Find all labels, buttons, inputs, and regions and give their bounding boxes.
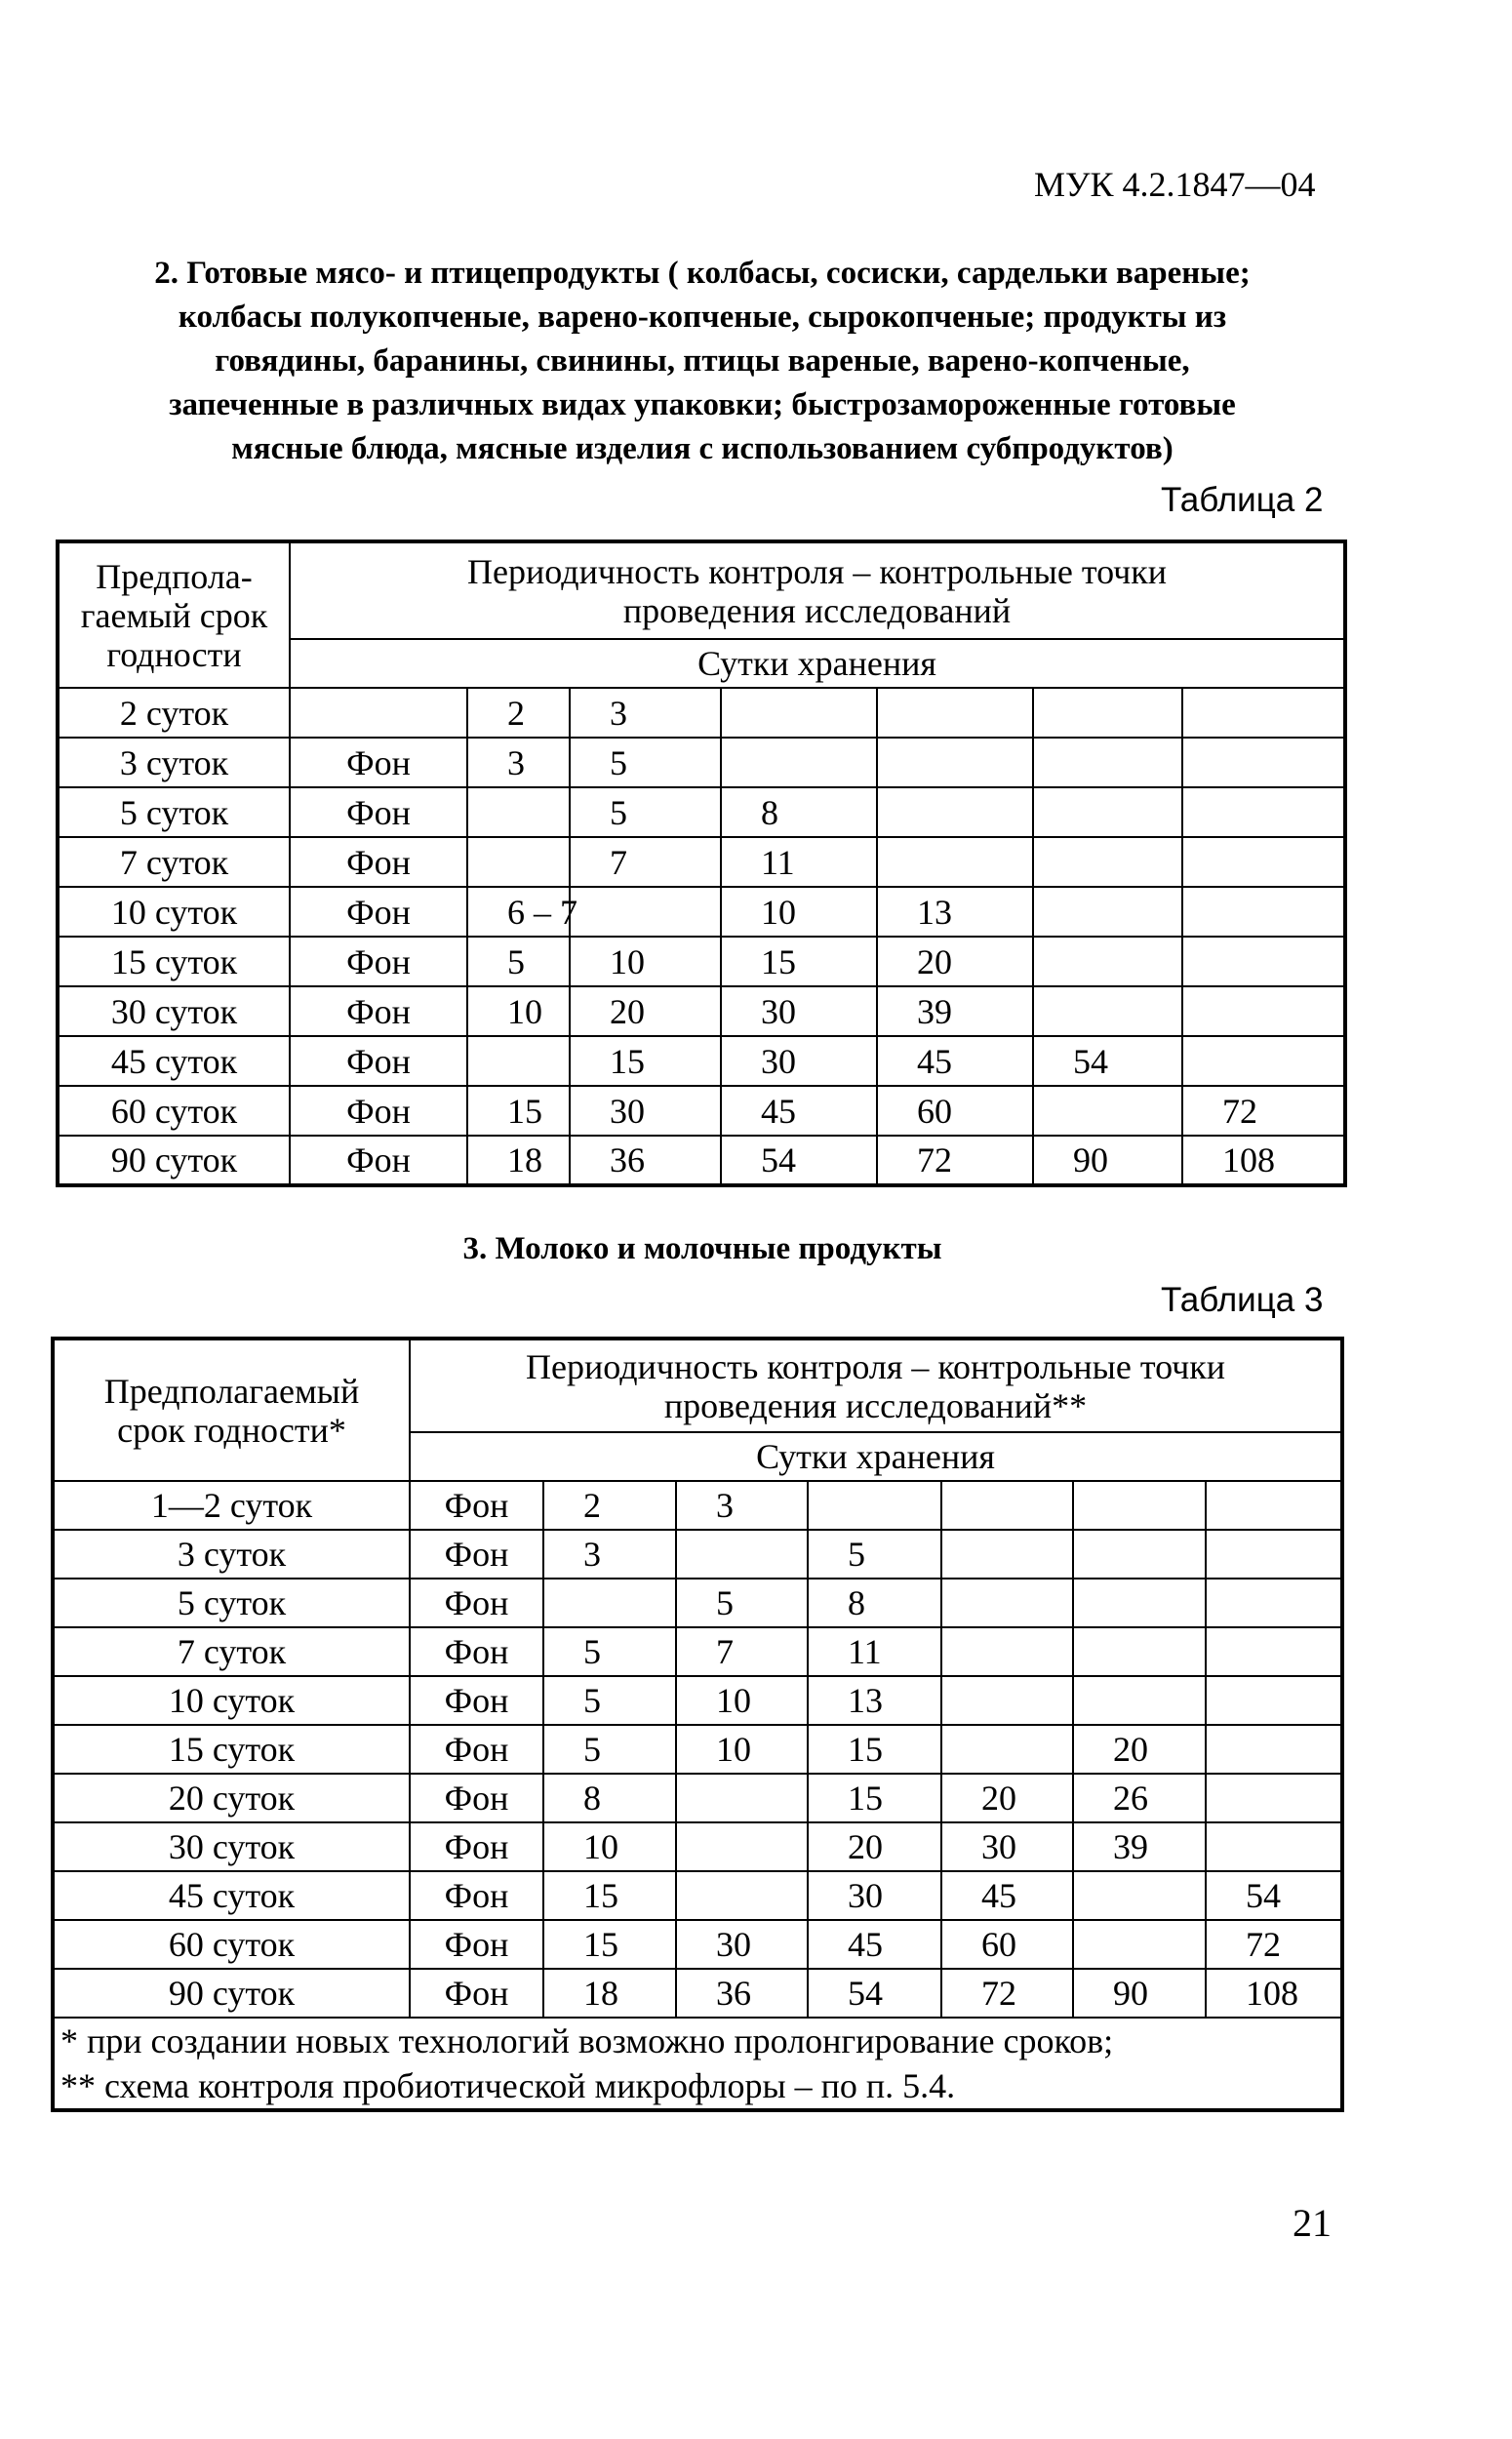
- table-3-row: [53, 1676, 1342, 1725]
- table-3-checkpoint-cell: [1073, 1871, 1206, 1920]
- table-3-checkpoint-cell: 20: [808, 1822, 941, 1871]
- table-2-checkpoint-cell: 90: [1033, 1136, 1182, 1185]
- table-2-checkpoint-cell: 5: [570, 787, 721, 837]
- table-2-checkpoint-cell: 6 – 7: [467, 887, 570, 937]
- footnote: ** схема контроля пробиотической микрофлоры – по п. 5.4.: [60, 2066, 956, 2105]
- table-3-checkpoint-cell: [941, 1481, 1073, 1530]
- table-3-checkpoint-cell: 26: [1073, 1774, 1206, 1822]
- table-3-row: [53, 1920, 1342, 1969]
- section-2-title-line: колбасы полукопченые, варено-копченые, сырокопченые; продукты из: [178, 300, 1227, 335]
- table-3-checkpoint-cell: 5: [543, 1725, 676, 1774]
- table-3-label: Таблица 3: [1161, 1281, 1324, 1319]
- document-code: МУК 4.2.1847—04: [1034, 165, 1316, 204]
- table-3-checkpoint-cell: 3: [676, 1481, 808, 1530]
- table-2-row: [58, 1086, 1345, 1136]
- table-3-checkpoint-cell: [676, 1822, 808, 1871]
- table-2-row: [58, 787, 1345, 837]
- table-3-checkpoint-cell: 13: [808, 1676, 941, 1725]
- table-3-col-header-shelf-life: Предполагаемый срок годности*: [53, 1339, 410, 1481]
- table-3-footnotes: [53, 2018, 1342, 2110]
- table-3: [51, 1337, 1344, 2112]
- table-2-background-cell: Фон: [290, 738, 467, 787]
- table-3-checkpoint-cell: [1206, 1774, 1342, 1822]
- table-3-checkpoint-cell: [1073, 1920, 1206, 1969]
- table-2-checkpoint-cell: [1182, 887, 1345, 937]
- table-2-checkpoint-cell: 72: [877, 1136, 1033, 1185]
- table-2-checkpoint-cell: [1033, 688, 1182, 738]
- table-3-checkpoint-cell: 108: [1206, 1969, 1342, 2018]
- table-2-background-cell: Фон: [290, 1086, 467, 1136]
- table-3-background-cell: Фон: [410, 1627, 543, 1676]
- table-3-checkpoint-cell: 18: [543, 1969, 676, 2018]
- table-3-checkpoint-cell: [1206, 1579, 1342, 1627]
- table-3-checkpoint-cell: 8: [808, 1579, 941, 1627]
- table-3-shelf-life-cell: 90 суток: [53, 1969, 410, 2018]
- table-2-row: [58, 688, 1345, 738]
- table-2-checkpoint-cell: 30: [570, 1086, 721, 1136]
- table-3-checkpoint-cell: 15: [543, 1920, 676, 1969]
- table-3-checkpoint-cell: [1073, 1676, 1206, 1725]
- table-2-checkpoint-cell: [1182, 937, 1345, 986]
- table-2-background-cell: Фон: [290, 837, 467, 887]
- table-2-col-header-shelf-life: Предпола- гаемый срок годности: [58, 541, 290, 688]
- table-3-group-header: Периодичность контроля – контрольные точки проведения исследований**: [410, 1339, 1342, 1432]
- table-2-shelf-life-cell: 30 суток: [58, 986, 290, 1036]
- table-3-shelf-life-cell: 5 суток: [53, 1579, 410, 1627]
- section-3-title: 3. Молоко и молочные продукты: [462, 1231, 942, 1266]
- table-2-row: [58, 738, 1345, 787]
- table-3-background-cell: Фон: [410, 1481, 543, 1530]
- table-2-checkpoint-cell: 3: [467, 738, 570, 787]
- table-2-checkpoint-cell: 5: [467, 937, 570, 986]
- table-3-row: [53, 1774, 1342, 1822]
- table-2-checkpoint-cell: 39: [877, 986, 1033, 1036]
- table-3-shelf-life-cell: 15 суток: [53, 1725, 410, 1774]
- table-3-background-cell: Фон: [410, 1774, 543, 1822]
- table-3-checkpoint-cell: 5: [543, 1627, 676, 1676]
- table-2-label: Таблица 2: [1161, 481, 1324, 519]
- table-3-row: [53, 1627, 1342, 1676]
- table-2-background-cell: Фон: [290, 787, 467, 837]
- table-2-background-cell: Фон: [290, 887, 467, 937]
- table-3-checkpoint-cell: [543, 1579, 676, 1627]
- table-3-row: [53, 1969, 1342, 2018]
- table-3-shelf-life-cell: 1—2 суток: [53, 1481, 410, 1530]
- table-2-shelf-life-cell: 60 суток: [58, 1086, 290, 1136]
- table-2-background-cell: Фон: [290, 986, 467, 1036]
- table-3-background-cell: Фон: [410, 1822, 543, 1871]
- table-3-subheader: Сутки хранения: [410, 1432, 1342, 1481]
- table-2-checkpoint-cell: [877, 738, 1033, 787]
- table-2-checkpoint-cell: 20: [877, 937, 1033, 986]
- table-3-checkpoint-cell: [1073, 1627, 1206, 1676]
- table-3-checkpoint-cell: [941, 1725, 1073, 1774]
- table-2-row: [58, 986, 1345, 1036]
- table-2-checkpoint-cell: 15: [570, 1036, 721, 1086]
- table-2-checkpoint-cell: 11: [721, 837, 877, 887]
- table-3-background-cell: Фон: [410, 1579, 543, 1627]
- table-3-checkpoint-cell: 11: [808, 1627, 941, 1676]
- table-2-row: [58, 1136, 1345, 1185]
- table-3-checkpoint-cell: 5: [543, 1676, 676, 1725]
- table-2-checkpoint-cell: 10: [467, 986, 570, 1036]
- table-2-checkpoint-cell: 10: [570, 937, 721, 986]
- table-2-shelf-life-cell: 15 суток: [58, 937, 290, 986]
- table-3-checkpoint-cell: [676, 1871, 808, 1920]
- table-3-checkpoint-cell: 15: [808, 1774, 941, 1822]
- table-2-row: [58, 837, 1345, 887]
- table-3-checkpoint-cell: [941, 1627, 1073, 1676]
- table-3-body: [53, 1481, 1342, 2018]
- table-3-shelf-life-cell: 3 суток: [53, 1530, 410, 1579]
- table-3-checkpoint-cell: [1206, 1530, 1342, 1579]
- table-3-checkpoint-cell: [1206, 1676, 1342, 1725]
- section-2-title-line: мясные блюда, мясные изделия с использованием субпродуктов): [231, 431, 1174, 466]
- table-3-checkpoint-cell: 10: [543, 1822, 676, 1871]
- table-2-checkpoint-cell: 108: [1182, 1136, 1345, 1185]
- table-3-checkpoint-cell: [1073, 1481, 1206, 1530]
- table-3-row: [53, 1725, 1342, 1774]
- table-3-checkpoint-cell: [1206, 1725, 1342, 1774]
- page-number: 21: [1293, 2201, 1332, 2245]
- table-3-background-cell: Фон: [410, 1725, 543, 1774]
- table-2-background-cell: Фон: [290, 937, 467, 986]
- table-3-checkpoint-cell: 5: [808, 1530, 941, 1579]
- table-2-group-header: Периодичность контроля – контрольные точки проведения исследований: [290, 541, 1345, 639]
- table-3-checkpoint-cell: 2: [543, 1481, 676, 1530]
- table-2-checkpoint-cell: 3: [570, 688, 721, 738]
- table-3-shelf-life-cell: 30 суток: [53, 1822, 410, 1871]
- table-2-checkpoint-cell: 45: [721, 1086, 877, 1136]
- table-3-checkpoint-cell: 60: [941, 1920, 1073, 1969]
- table-2-checkpoint-cell: [877, 787, 1033, 837]
- table-2-checkpoint-cell: 13: [877, 887, 1033, 937]
- table-3-checkpoint-cell: 72: [1206, 1920, 1342, 1969]
- table-3-row: [53, 1871, 1342, 1920]
- table-3-checkpoint-cell: 45: [808, 1920, 941, 1969]
- table-3-checkpoint-cell: 90: [1073, 1969, 1206, 2018]
- table-2-checkpoint-cell: 60: [877, 1086, 1033, 1136]
- table-2-row: [58, 937, 1345, 986]
- table-3-checkpoint-cell: 5: [676, 1579, 808, 1627]
- table-2-checkpoint-cell: [721, 688, 877, 738]
- table-3-checkpoint-cell: 30: [808, 1871, 941, 1920]
- table-3-background-cell: Фон: [410, 1530, 543, 1579]
- table-2-checkpoint-cell: [1033, 738, 1182, 787]
- table-3-checkpoint-cell: 7: [676, 1627, 808, 1676]
- table-2-row: [58, 1036, 1345, 1086]
- table-2-checkpoint-cell: [1182, 837, 1345, 887]
- table-2-checkpoint-cell: [467, 787, 570, 837]
- table-2-checkpoint-cell: [1182, 1036, 1345, 1086]
- table-2-checkpoint-cell: 36: [570, 1136, 721, 1185]
- table-2-checkpoint-cell: [721, 738, 877, 787]
- table-3-checkpoint-cell: 10: [676, 1725, 808, 1774]
- table-2-shelf-life-cell: 2 суток: [58, 688, 290, 738]
- table-3-shelf-life-cell: 45 суток: [53, 1871, 410, 1920]
- table-3-background-cell: Фон: [410, 1969, 543, 2018]
- table-3-checkpoint-cell: [941, 1676, 1073, 1725]
- table-3-background-cell: Фон: [410, 1676, 543, 1725]
- table-2-checkpoint-cell: [1033, 937, 1182, 986]
- table-2-checkpoint-cell: [1033, 787, 1182, 837]
- table-2: [56, 540, 1347, 1187]
- table-3-checkpoint-cell: 8: [543, 1774, 676, 1822]
- table-3-row: [53, 1579, 1342, 1627]
- table-3-row: [53, 1530, 1342, 1579]
- table-2-body: [58, 688, 1345, 1185]
- table-3-checkpoint-cell: 15: [808, 1725, 941, 1774]
- table-2-checkpoint-cell: [1182, 738, 1345, 787]
- table-2-checkpoint-cell: 2: [467, 688, 570, 738]
- table-2-background-cell: [290, 688, 467, 738]
- table-2-checkpoint-cell: 30: [721, 1036, 877, 1086]
- table-2-checkpoint-cell: [1033, 887, 1182, 937]
- table-3-background-cell: Фон: [410, 1920, 543, 1969]
- table-3-checkpoint-cell: [1206, 1481, 1342, 1530]
- table-2-checkpoint-cell: 18: [467, 1136, 570, 1185]
- table-2-checkpoint-cell: 20: [570, 986, 721, 1036]
- table-2-checkpoint-cell: 8: [721, 787, 877, 837]
- table-3-checkpoint-cell: [1206, 1627, 1342, 1676]
- table-3-checkpoint-cell: 20: [1073, 1725, 1206, 1774]
- table-2-background-cell: Фон: [290, 1136, 467, 1185]
- table-2-subheader: Сутки хранения: [290, 639, 1345, 688]
- table-3-checkpoint-cell: 30: [941, 1822, 1073, 1871]
- table-2-checkpoint-cell: [877, 688, 1033, 738]
- table-3-checkpoint-cell: [941, 1530, 1073, 1579]
- table-3-row: [53, 1481, 1342, 1530]
- table-2-checkpoint-cell: [467, 1036, 570, 1086]
- table-3-checkpoint-cell: [676, 1530, 808, 1579]
- table-3-checkpoint-cell: 20: [941, 1774, 1073, 1822]
- section-2-title-line: запеченные в различных видах упаковки; быстрозамороженные готовые: [169, 387, 1236, 422]
- table-2-checkpoint-cell: [877, 837, 1033, 887]
- table-2-checkpoint-cell: 54: [721, 1136, 877, 1185]
- table-3-checkpoint-cell: 10: [676, 1676, 808, 1725]
- table-2-checkpoint-cell: [1033, 837, 1182, 887]
- table-2-checkpoint-cell: 15: [721, 937, 877, 986]
- table-2-shelf-life-cell: 90 суток: [58, 1136, 290, 1185]
- table-3-checkpoint-cell: 45: [941, 1871, 1073, 1920]
- table-2-shelf-life-cell: 3 суток: [58, 738, 290, 787]
- table-3-checkpoint-cell: [1073, 1579, 1206, 1627]
- table-3-shelf-life-cell: 7 суток: [53, 1627, 410, 1676]
- table-2-checkpoint-cell: [467, 837, 570, 887]
- table-2-checkpoint-cell: [1033, 986, 1182, 1036]
- table-2-checkpoint-cell: 45: [877, 1036, 1033, 1086]
- table-2-shelf-life-cell: 10 суток: [58, 887, 290, 937]
- section-2-title-line: 2. Готовые мясо- и птицепродукты ( колбасы, сосиски, сардельки вареные;: [154, 256, 1251, 291]
- table-3-checkpoint-cell: 36: [676, 1969, 808, 2018]
- table-3-checkpoint-cell: [1206, 1822, 1342, 1871]
- table-3-checkpoint-cell: [808, 1481, 941, 1530]
- table-2-checkpoint-cell: 7: [570, 837, 721, 887]
- table-2-checkpoint-cell: [570, 887, 721, 937]
- section-2-title: [68, 252, 1336, 471]
- table-3-checkpoint-cell: 30: [676, 1920, 808, 1969]
- table-3-checkpoint-cell: 54: [1206, 1871, 1342, 1920]
- table-2-checkpoint-cell: 30: [721, 986, 877, 1036]
- table-2-checkpoint-cell: 5: [570, 738, 721, 787]
- table-3-row: [53, 1822, 1342, 1871]
- table-2-shelf-life-cell: 45 суток: [58, 1036, 290, 1086]
- table-3-checkpoint-cell: 72: [941, 1969, 1073, 2018]
- table-3-checkpoint-cell: [941, 1579, 1073, 1627]
- table-2-shelf-life-cell: 7 суток: [58, 837, 290, 887]
- table-3-shelf-life-cell: 10 суток: [53, 1676, 410, 1725]
- table-2-checkpoint-cell: [1182, 688, 1345, 738]
- table-2-checkpoint-cell: 54: [1033, 1036, 1182, 1086]
- table-3-shelf-life-cell: 20 суток: [53, 1774, 410, 1822]
- table-3-background-cell: Фон: [410, 1871, 543, 1920]
- table-3-checkpoint-cell: [1073, 1530, 1206, 1579]
- table-3-checkpoint-cell: 15: [543, 1871, 676, 1920]
- table-2-row: [58, 887, 1345, 937]
- table-3-checkpoint-cell: [676, 1774, 808, 1822]
- table-2-checkpoint-cell: 10: [721, 887, 877, 937]
- table-2-checkpoint-cell: 72: [1182, 1086, 1345, 1136]
- table-2-checkpoint-cell: 15: [467, 1086, 570, 1136]
- table-2-checkpoint-cell: [1182, 986, 1345, 1036]
- section-2-title-line: говядины, баранины, свинины, птицы вареные, варено-копченые,: [215, 343, 1190, 379]
- table-2-background-cell: Фон: [290, 1036, 467, 1086]
- table-2-checkpoint-cell: [1182, 787, 1345, 837]
- table-2-checkpoint-cell: [1033, 1086, 1182, 1136]
- footnote: * при создании новых технологий возможно пролонгирование сроков;: [60, 2021, 1114, 2060]
- table-2-shelf-life-cell: 5 суток: [58, 787, 290, 837]
- table-3-checkpoint-cell: 54: [808, 1969, 941, 2018]
- table-3-checkpoint-cell: 39: [1073, 1822, 1206, 1871]
- table-3-shelf-life-cell: 60 суток: [53, 1920, 410, 1969]
- table-3-checkpoint-cell: 3: [543, 1530, 676, 1579]
